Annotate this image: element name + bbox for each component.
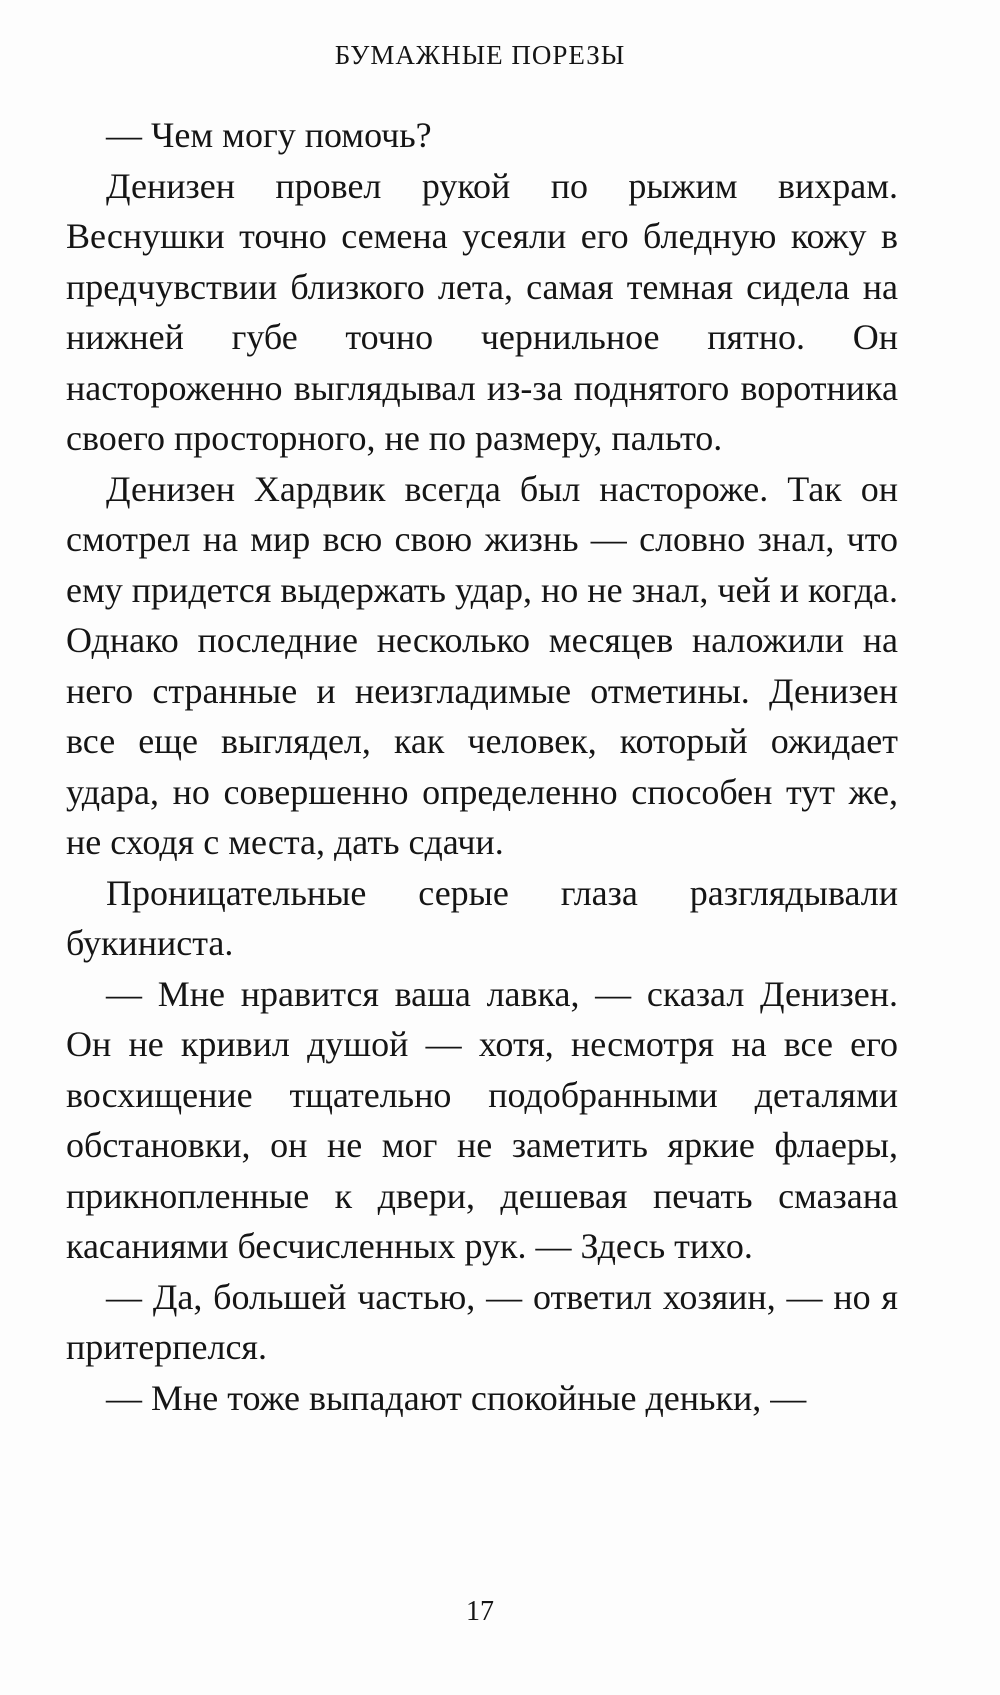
paragraph: — Мне нравится ваша лавка, — сказал Денизен. Он не кривил душой — хотя, несмотря на все его восхищение тщательно подобранными деталями обстановки, он не мог не заметить яркие флаеры, прикнопленные к двери, дешевая печать смазана касаниями бесчисленных рук. — Здесь тихо. [66,973,898,1266]
page-number: 17 [466,1596,494,1627]
paragraph: — Чем могу помочь? [106,115,432,155]
paragraph: Денизен провел рукой по рыжим вихрам. Веснушки точно семена усеяли его бледную кожу в предчувствии близкого лета, самая темная сидела на нижней губе точно чернильное пятно. Он настороженно выглядывал из-за поднятого воротника своего просторного, не по размеру, пальто. [66,165,898,458]
paragraph: — Да, большей частью, — ответил хозяин, — но я притерпелся. [66,1276,898,1367]
running-title: БУМАЖНЫЕ ПОРЕЗЫ [334,40,626,70]
body-text [66,110,898,1423]
paragraph: Денизен Хардвик всегда был настороже. Так он смотрел на мир всю свою жизнь — словно знал, что ему придется выдержать удар, но не знал, чей и когда. Однако последние несколько месяцев наложили на него странные и неизгладимые отметины. Денизен все еще выглядел, как человек, который ожидает удара, но совершенно определенно способен тут же, не сходя с места, дать сдачи. [66,468,898,862]
paragraph: Проницательные серые глаза разглядывали букиниста. [66,872,898,963]
paragraph: — Мне тоже выпадают спокойные деньки, — [106,1377,807,1418]
